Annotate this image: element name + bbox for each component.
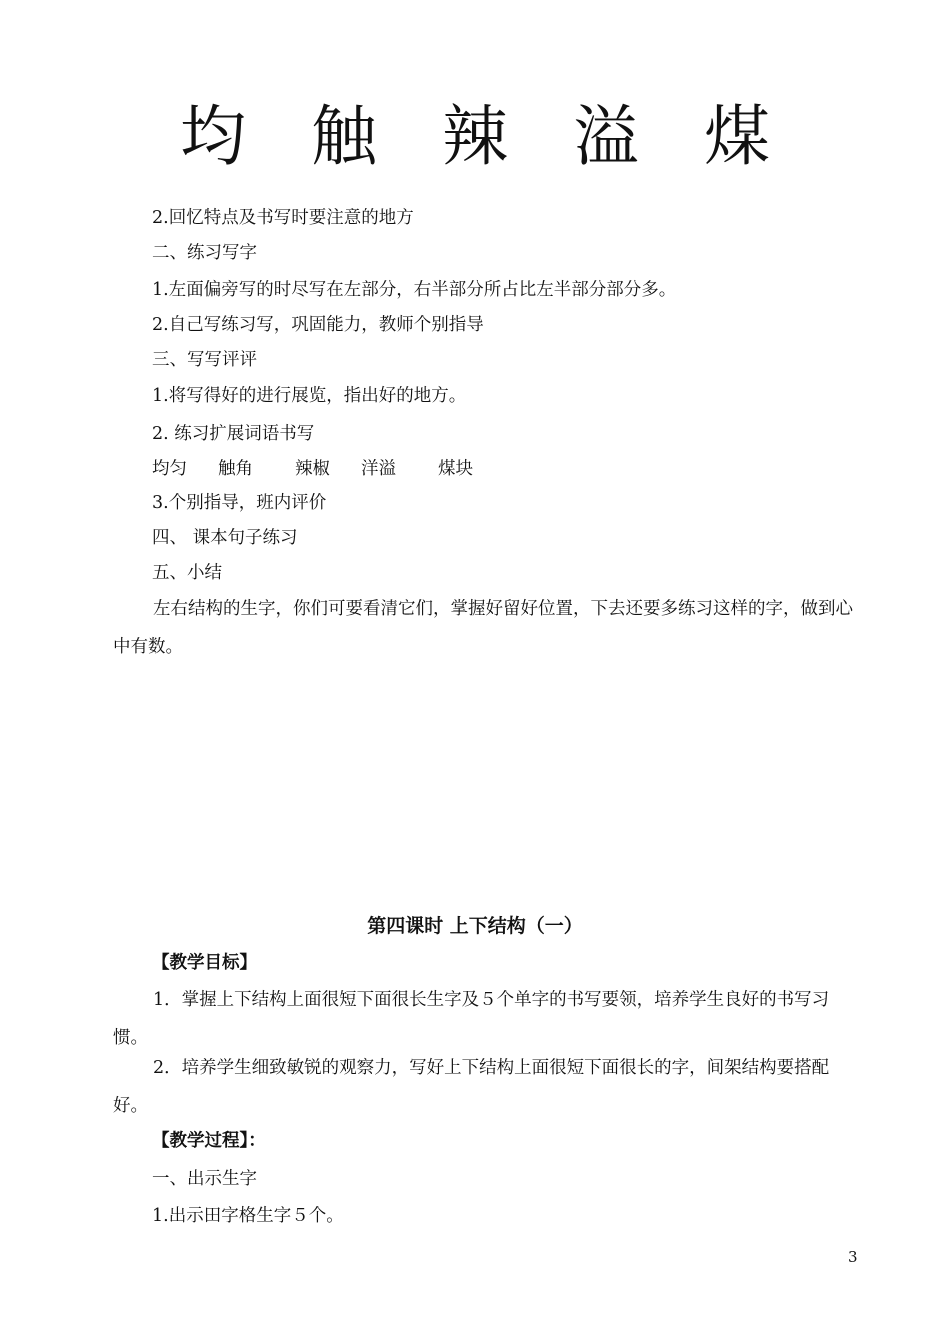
word-item: 均匀 xyxy=(152,459,187,479)
step-1-heading: 一、出示生字 xyxy=(152,1169,257,1189)
practice-item-2: 2.自己写练习写，巩固能力，教师个别指导 xyxy=(152,315,484,335)
featured-char: 触 xyxy=(311,98,377,175)
review-item-1: 1.将写得好的进行展览，指出好的地方。 xyxy=(152,386,467,406)
word-item: 辣椒 xyxy=(295,459,330,479)
step-1-item: 1.出示田字格生字５个。 xyxy=(152,1206,344,1226)
word-item: 洋溢 xyxy=(361,459,396,479)
review-item-3: 3.个别指导，班内评价 xyxy=(152,493,327,513)
featured-char: 煤 xyxy=(704,98,770,175)
word-item: 触角 xyxy=(218,459,253,479)
featured-char: 溢 xyxy=(573,98,639,175)
sentence-heading: 四、 课本句子练习 xyxy=(152,528,298,548)
featured-char: 均 xyxy=(180,98,246,175)
word-item: 煤块 xyxy=(438,459,473,479)
word-list xyxy=(152,456,473,482)
recall-item: 2.回忆特点及书写时要注意的地方 xyxy=(152,208,414,228)
goals-heading: 【教学目标】 xyxy=(152,953,257,973)
lesson-title: 第四课时 上下结构（一） xyxy=(367,915,583,937)
featured-characters xyxy=(150,92,800,182)
goal-item-2: 2．培养学生细致敏锐的观察力，写好上下结构上面很短下面很长的字，间架结构要搭配好。 xyxy=(113,1058,830,1116)
summary-heading: 五、小结 xyxy=(152,563,222,583)
review-heading: 三、写写评评 xyxy=(152,350,257,370)
goal-item-1: 1．掌握上下结构上面很短下面很长生字及５个单字的书写要领，培养学生良好的书写习惯。 xyxy=(113,990,830,1048)
summary-paragraph: 左右结构的生字，你们可要看清它们，掌握好留好位置，下去还要多练习这样的字，做到心中有数。 xyxy=(113,599,853,657)
practice-heading: 二、练习写字 xyxy=(152,243,257,263)
process-heading: 【教学过程】： xyxy=(152,1131,266,1151)
featured-char: 辣 xyxy=(442,98,508,175)
page-number: 3 xyxy=(848,1248,858,1266)
review-item-2: 2. 练习扩展词语书写 xyxy=(152,424,315,444)
practice-item-1: 1.左面偏旁写的时尽写在左部分，右半部分所占比左半部分部分多。 xyxy=(152,280,677,300)
